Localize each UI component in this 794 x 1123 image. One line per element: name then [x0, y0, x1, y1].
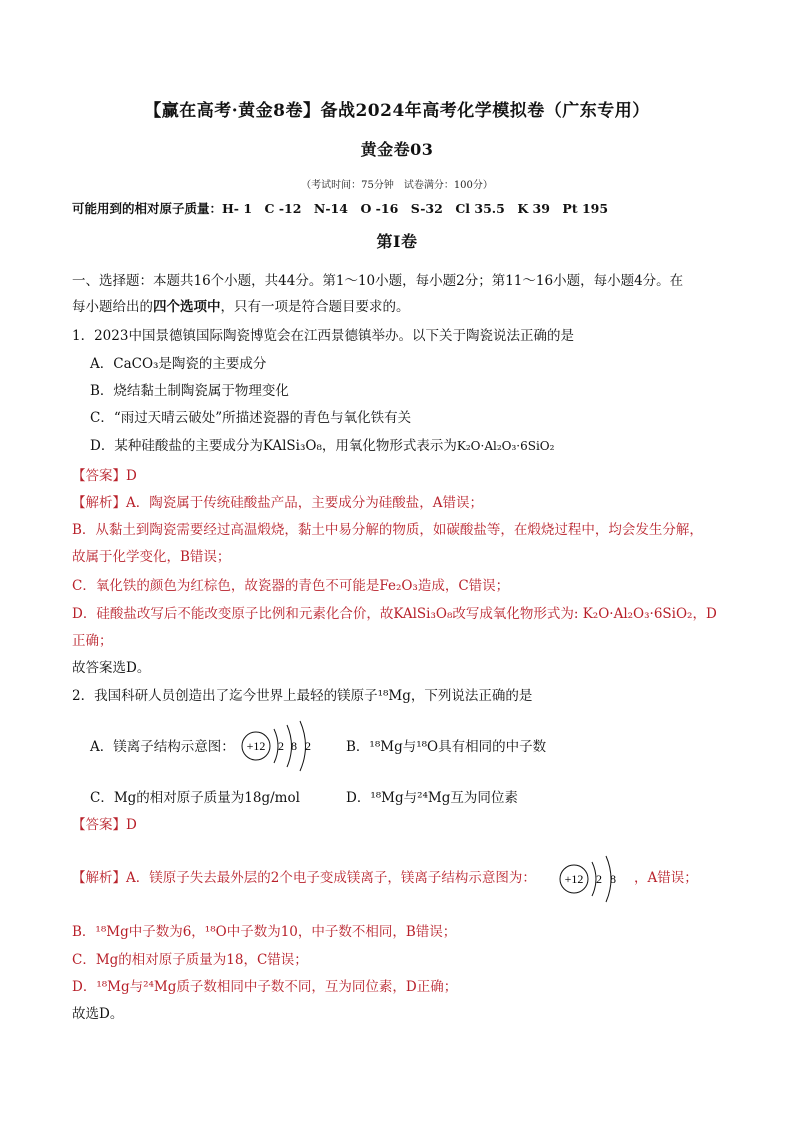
q1-option-a: A．CaCO₃是陶瓷的主要成分 — [90, 356, 267, 372]
instruction-line-1: 一、选择题：本题共16个小题，共44分。第1～10小题，每小题2分；第11～16小题，每小题4分。在 — [72, 273, 684, 289]
instruction-text: ，只有一项是符合题目要求的。 — [220, 299, 410, 315]
atomic-masses: 可能用到的相对原子质量：H- 1 C -12 N-14 O -16 S-32 Cl 35.5 K 39 Pt 195 — [72, 201, 609, 216]
q2-analysis-atom-diagram — [556, 848, 636, 914]
paper-subtitle: 黄金卷03 — [360, 140, 434, 159]
q2-option-c: C．Mg的相对原子质量为18g/mol — [90, 790, 300, 806]
section-heading: 第Ⅰ卷 — [376, 232, 418, 251]
analysis-text: A．陶瓷属于传统硅酸盐产品，主要成分为硅酸盐，A错误； — [126, 495, 483, 511]
q1-option-d — [90, 436, 554, 456]
shell-electrons: 2 — [596, 872, 602, 886]
q2-analysis-line-3: C．Mg的相对原子质量为18，C错误； — [72, 952, 308, 968]
q2-analysis-line-2: B．¹⁸Mg中子数为6，¹⁸O中子数为10，中子数不相同，B错误； — [72, 924, 457, 940]
shell-electrons: 8 — [610, 872, 616, 886]
q1-analysis-line-4: C．氧化铁的颜色为红棕色，故瓷器的青色不可能是Fe₂O₃造成，C错误； — [72, 578, 510, 594]
q2-option-a-atom-diagram — [238, 715, 328, 781]
exam-title: 【赢在高考·黄金8卷】备战2024年高考化学模拟卷（广东专用） — [144, 101, 650, 121]
shell-electrons: 2 — [278, 739, 284, 753]
shell-electrons: 8 — [291, 739, 297, 753]
q1-stem: 1．2023中国景德镇国际陶瓷博览会在江西景德镇举办。以下关于陶瓷说法正确的是 — [72, 328, 574, 344]
instruction-line-2 — [72, 297, 410, 317]
analysis-label: 【解析】 — [72, 495, 126, 511]
nucleus-charge: +12 — [246, 739, 266, 753]
q2-analysis-line-4: D．¹⁸Mg与²⁴Mg质子数相同中子数不同，互为同位素，D正确； — [72, 979, 458, 995]
q2-analysis-line-1 — [72, 868, 536, 888]
q1-analysis-line-1 — [72, 493, 483, 513]
q2-option-a: A．镁离子结构示意图： — [90, 739, 235, 755]
q1-answer — [72, 466, 137, 486]
q2-stem: 2．我国科研人员创造出了迄今世界上最轻的镁原子¹⁸Mg，下列说法正确的是 — [72, 688, 533, 704]
answer-label: 【答案】 — [72, 468, 126, 484]
q1-option-d-text: D．某种硅酸盐的主要成分为KAlSi₃O₈，用氧化物形式表示为 — [90, 438, 457, 454]
q1-option-d-formula: K₂O·Al₂O₃·6SiO₂ — [456, 439, 555, 453]
answer-value: D — [126, 468, 137, 484]
q2-option-d: D．¹⁸Mg与²⁴Mg互为同位素 — [346, 790, 518, 806]
q2-analysis-line-1-end: ，A错误； — [634, 870, 698, 886]
q2-option-b: B．¹⁸Mg与¹⁸O具有相同的中子数 — [346, 739, 547, 755]
instruction-text: 每小题给出的 — [72, 299, 153, 315]
analysis-text: A．镁原子失去最外层的2个电子变成镁离子，镁离子结构示意图为： — [126, 870, 536, 886]
q2-answer — [72, 815, 137, 835]
q2-conclusion: 故选D。 — [72, 1006, 124, 1022]
q1-conclusion: 故答案选D。 — [72, 660, 151, 676]
nucleus-charge: +12 — [564, 872, 584, 886]
analysis-label: 【解析】 — [72, 870, 126, 886]
q1-analysis-line-5: D．硅酸盐改写后不能改变原子比例和元素化合价，故KAlSi₃O₈改写成氧化物形式为: K₂O·Al₂O₃·6SiO₂，D — [72, 606, 717, 622]
q1-analysis-line-6: 正确； — [72, 633, 113, 649]
shell-electrons: 2 — [305, 739, 311, 753]
q1-option-b: B．烧结黏土制陶瓷属于物理变化 — [90, 383, 289, 399]
q1-analysis-line-2: B．从黏土到陶瓷需要经过高温煅烧，黏土中易分解的物质，如碳酸盐等，在煅烧过程中，均会发生分解， — [72, 522, 703, 538]
answer-label: 【答案】 — [72, 817, 126, 833]
exam-meta: （考试时间：75分钟 试卷满分：100分） — [301, 180, 493, 191]
q1-option-c: C．“雨过天晴云破处”所描述瓷器的青色与氧化铁有关 — [90, 410, 412, 426]
answer-value: D — [126, 817, 137, 833]
instruction-emphasis: 四个选项中 — [153, 299, 221, 315]
q1-analysis-line-3: 故属于化学变化，B错误； — [72, 549, 231, 565]
